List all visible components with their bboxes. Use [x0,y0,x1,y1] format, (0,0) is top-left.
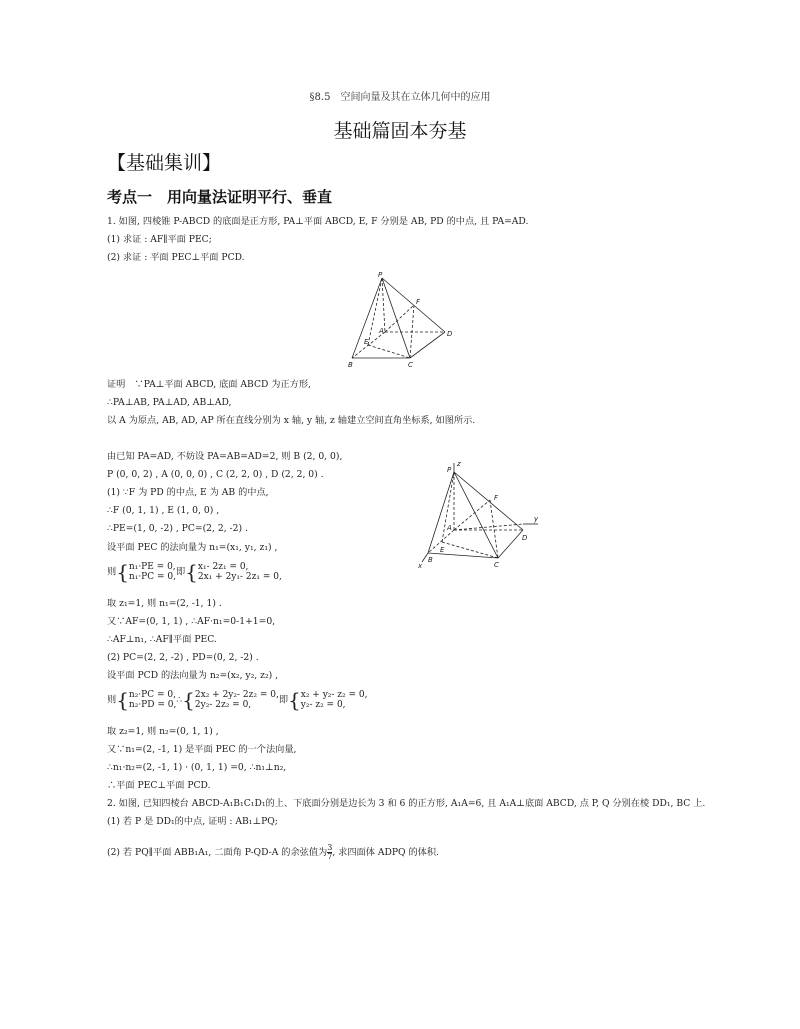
proof-line-2: ∴PA⊥AB, PA⊥AD, AB⊥AD, [107,397,232,408]
fig2-label-y: y [534,515,539,523]
fig2-label-f: F [494,494,499,502]
proof-line-1: 证明 ∵PA⊥平面 ABCD, 底面 ABCD 为正方形, [107,379,311,390]
proof-line-3: 以 A 为原点, AB, AD, AP 所在直线分别为 x 轴, y 轴, z 轴建立空间直角坐标系, 如图所示. [107,415,476,426]
fig2-label-b: B [428,556,433,564]
fig1-label-b: B [348,361,353,369]
fig1-label-p: P [378,271,383,279]
problem2-part1: (1) 若 P 是 DD₁的中点, 证明 : AB₁⊥PQ; [107,816,278,827]
proof-line-18: ∴平面 PEC⊥平面 PCD. [107,780,211,791]
fig1-label-e: E [364,338,369,346]
fig1-label-d: D [447,330,453,338]
page-title: 基础篇固本夯基 [333,120,467,142]
proof-line-11: 又∵AF=(0, 1, 1) , ∴AF·n₁=0-1+1=0, [107,616,276,627]
problem2-statement: 2. 如图, 已知四棱台 ABCD-A₁B₁C₁D₁的上、下底面分别是边长为 3 和 6 的正方形, A₁A=6, 且 A₁A⊥底面 ABCD, 点 P, Q 分别在棱 DD₁, BC 上. [107,798,706,809]
fig2-label-d: D [522,534,528,542]
proof-line-15: 取 z₂=1, 则 n₂=(0, 1, 1) , [107,726,219,737]
proof-line-17: ∴n₁·n₂=(2, -1, 1) · (0, 1, 1) =0, ∴n₁⊥n₂, [107,762,287,773]
proof-line-12: ∴AF⊥n₁, ∴AF∥平面 PEC. [107,634,217,645]
proof-line-7: ∴F (0, 1, 1) , E (1, 0, 0) , [107,505,220,516]
proof-line-16: 又∵n₁=(2, -1, 1) 是平面 PEC 的一个法向量, [107,744,297,755]
proof-line-10: 取 z₁=1, 则 n₁=(2, -1, 1) . [107,598,222,609]
proof-line-6: (1) ∵F 为 PD 的中点, E 为 AB 的中点, [107,487,269,498]
problem2-part2: (2) 若 PQ∥平面 ABB₁A₁, 二面角 P-QD-A 的余弦值为 $\frac{3}{7}$ , 求四面体 ADPQ 的体积. [107,843,439,861]
fig2-label-c: C [494,561,499,569]
topic-heading: 考点一 用向量法证明平行、垂直 [107,188,333,206]
fig2-label-a: A [447,524,452,532]
equation-system-2: 则{n₂·PC = 0, n₂·PD = 0,∴{2x₂ + 2y₂- 2z₂ = 0, 2y₂- 2z₂ = 0, 即{x₂ + y₂- z₂ = 0, y₂- z₂ = 0, [107,688,368,712]
fig2-label-z: z [457,460,461,468]
proof-line-5: P (0, 0, 2) , A (0, 0, 0) , C (2, 2, 0) , D (2, 2, 0) . [107,469,324,480]
proof-line-9: 设平面 PEC 的法向量为 n₁=(x₁, y₁, z₁) , [107,542,278,553]
section-heading: 【基础集训】 [107,152,222,174]
pyramid-figure-2 [416,458,546,570]
pyramid-figure-1 [340,270,460,375]
proof-line-13: (2) PC=(2, 2, -2) , PD=(0, 2, -2) . [107,652,259,663]
chapter-header: §8.5 空间向量及其在立体几何中的应用 [309,92,491,103]
fig1-label-f: F [416,298,421,306]
proof-line-8: ∴PE=(1, 0, -2) , PC=(2, 2, -2) . [107,523,248,534]
fig2-label-x: x [418,562,423,570]
problem1-part2: (2) 求证 : 平面 PEC⊥平面 PCD. [107,252,245,263]
proof-line-14: 设平面 PCD 的法向量为 n₂=(x₂, y₂, z₂) , [107,670,279,681]
problem1-statement: 1. 如图, 四棱锥 P-ABCD 的底面是正方形, PA⊥平面 ABCD, E, F 分别是 AB, PD 的中点, 且 PA=AD. [107,216,529,227]
proof-line-4: 由已知 PA=AD, 不妨设 PA=AB=AD=2, 则 B (2, 0, 0), [107,451,343,462]
fig2-label-e: E [440,546,445,554]
fig1-label-a: A [379,327,384,335]
fig1-label-c: C [408,361,413,369]
problem1-part1: (1) 求证 : AF∥平面 PEC; [107,234,212,245]
equation-system-1: 则{n₁·PE = 0, n₁·PC = 0,即{x₁- 2z₁ = 0, 2x₁ + 2y₁- 2z₁ = 0, [107,560,282,584]
fig2-label-p: P [447,466,452,474]
